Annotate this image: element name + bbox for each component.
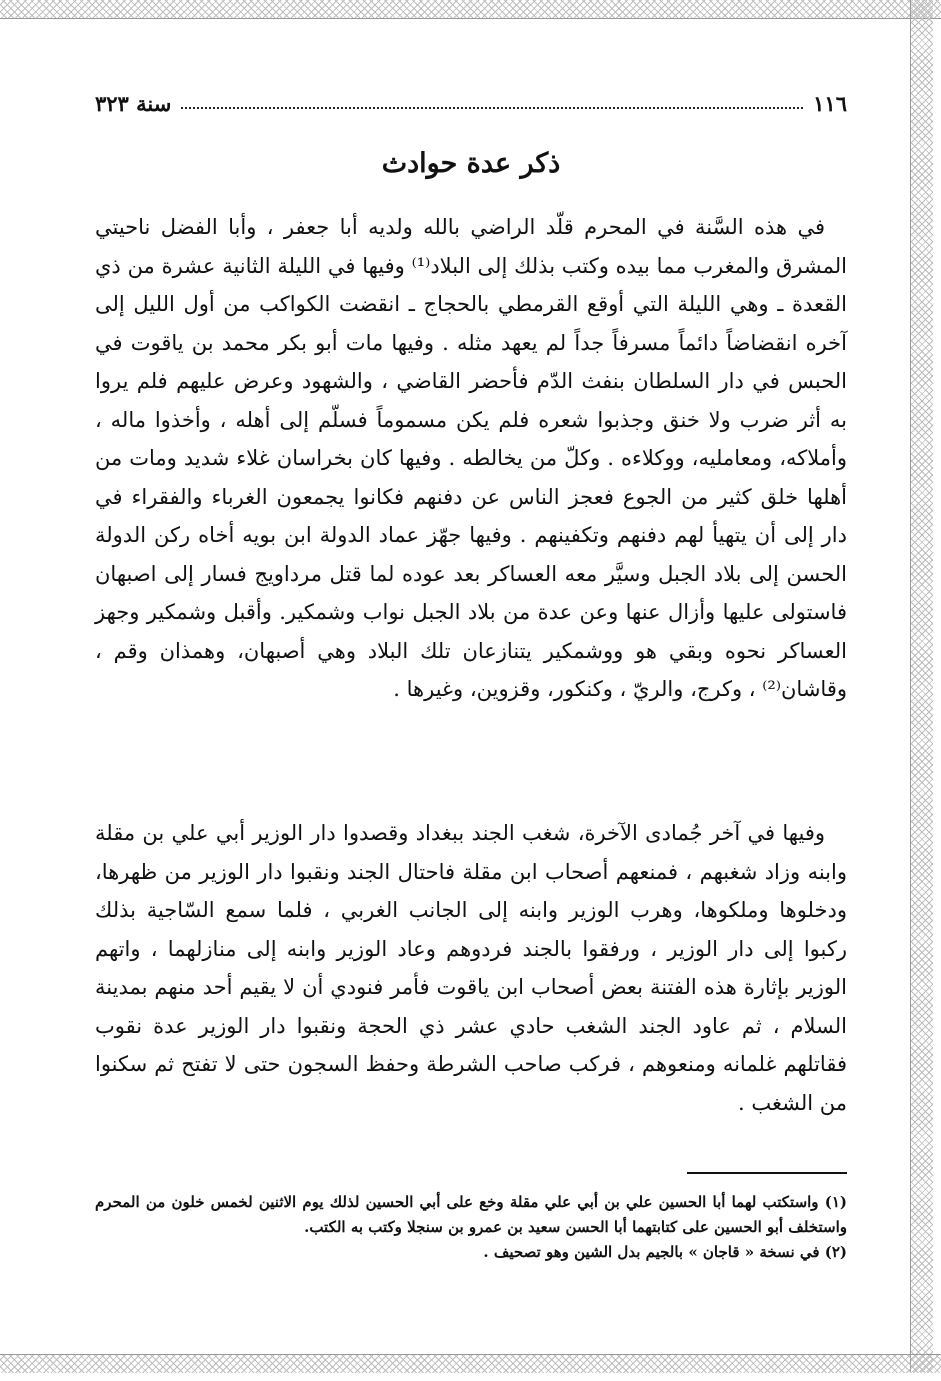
footnote-2: (٢) في نسخة « قاجان » بالجيم بدل الشين وهو تصحيف .: [483, 1243, 847, 1261]
decorative-border-right: [910, 0, 933, 1372]
year-label: سنة ٣٢٣: [95, 90, 172, 116]
section-title: ذكر عدة حوادث: [381, 148, 561, 179]
page-number: ١١٦: [813, 90, 847, 116]
decorative-border-top: [0, 0, 941, 19]
decorative-border-bottom: [0, 1354, 941, 1373]
paragraph-2: وفيها في آخر جُمادى الآخرة، شغب الجند ببغداد وقصدوا دار الوزير أبي علي بن مقلة وابنه وزاد شغبهم ، فمنعهم أصحاب ابن مقلة فاحتال الجند ونقبوا دار الوزير من ظهرها، ودخلوها وملكوها، وهرب الوزير وابنه إلى الجانب الغربي ، فلما سمع السّاجية بذلك ركبوا إلى دار الوزير ، ورفقوا بالجند فردوهم وعاد الوزير وابنه إلى منازلهما ، واتهم الوزير بإثارة هذه الفتنة بعض أصحاب ابن ياقوت فأمر فنودي أن لا يقيم أحد منهم بمدينة السلام ، ثم عاود الجند الشغب حادي عشر ذي الحجة ونقبوا دار الوزير عدة نقوب فقاتلهم غلمانه ومنعوهم ، فركب صاحب الشرطة وحفظ السجون حتى لا تفتح ثم سكنوا من الشغب .: [95, 821, 847, 1115]
footnotes: [95, 1190, 847, 1265]
running-header: [95, 88, 847, 118]
footnote-separator: [687, 1172, 847, 1174]
footnote-1: (١) واستكتب لهما أبا الحسين علي بن أبي علي مقلة وخع على أبي الحسين لذلك يوم الاثنين لخمس خلون من المحرم واستخلف أبو الحسين على كتابتهما أبا الحسن سعيد بن عمرو بن سنجلا وكتب به الكتب.: [95, 1193, 847, 1236]
paragraph-1: في هذه السَّنة في المحرم قلّد الراضي بالله ولديه أبا جعفر ، وأبا الفضل ناحيتي المشرق والمغرب مما بيده وكتب بذلك إلى البلاد⁽¹⁾ وفيها في الليلة الثانية عشرة من ذي القعدة ـ وهي الليلة التي أوقع القرمطي بالحجاج ـ انقضت الكواكب من أول الليل إلى آخره انقضاضاً دائماً مسرفاً جداً لم يعهد مثله . وفيها مات أبو بكر محمد بن ياقوت في الحبس في دار السلطان بنفث الدّم فأحضر القاضي ، والشهود وعرض عليهم فلم يروا به أثر ضرب ولا خنق وجذبوا شعره فلم يكن مسموماً فسلّم إلى أهله ، وأخذوا ماله ، وأملاكه، ومعامليه، ووكلاءه . وكلّ من يخالطه . وفيها كان بخراسان غلاء شديد ومات من أهلها خلق كثير من الجوع فعجز الناس عن دفنهم فكانوا يجمعون الغرباء والفقراء في دار إلى أن يتهيأ لهم دفنهم وتكفينهم . وفيها جهّز عماد الدولة ابن بويه أخاه ركن الدولة الحسن إلى بلاد الجبل وسيَّر معه العساكر بعد عوده لما قتل مرداويج فسار إلى اصبهان فاستولى عليها وأزال عنها وعن عدة من بلاد الجبل نواب وشمكير. وأقبل وشمكير وجهز العساكر نحوه وبقي هو ووشمكير يتنازعان تلك البلاد وهي أصبهان، وهمذان وقم ، وقاشان⁽²⁾ ، وكرج، والريّ ، وكنكور، وقزوين، وغيرها .: [95, 215, 847, 701]
header-dotted-leader: [181, 97, 803, 109]
